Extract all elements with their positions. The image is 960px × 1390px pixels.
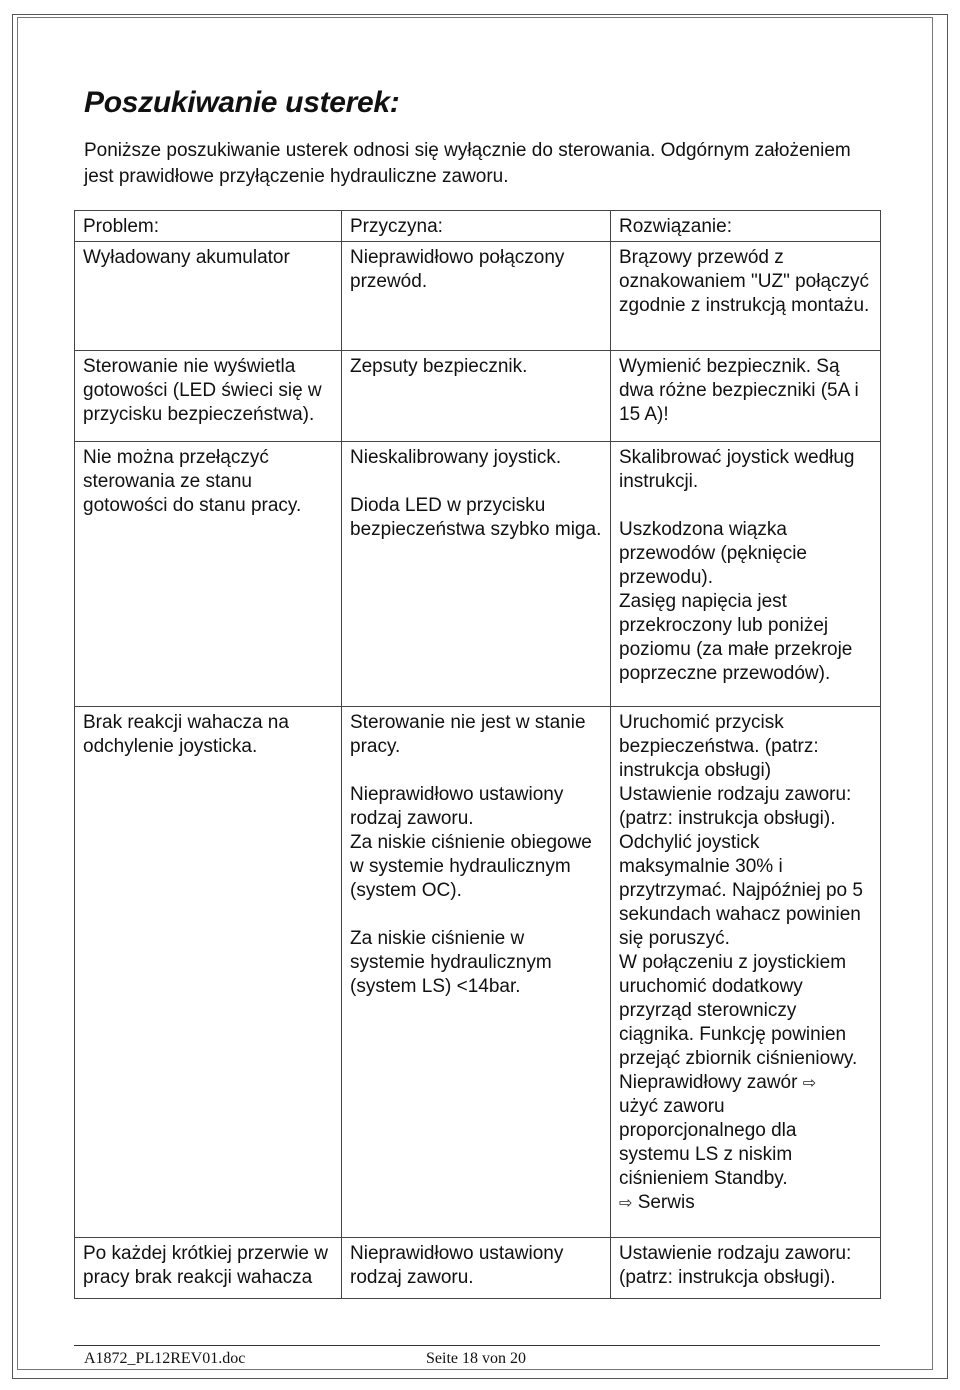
troubleshooting-table bbox=[74, 210, 881, 1299]
table-row bbox=[75, 351, 881, 442]
solution-entry bbox=[619, 1191, 872, 1215]
hollow-right-arrow-icon: ⇨ bbox=[619, 1193, 633, 1212]
cause-entry: Za niskie ciśnienie obiegowe w systemie hydraulicznym (system OC). bbox=[350, 832, 592, 901]
header-problem: Problem: bbox=[75, 211, 342, 242]
table-row bbox=[75, 707, 881, 1238]
cause-entry: Za niskie ciśnienie w systemie hydraulicznym (system LS) <14bar. bbox=[350, 928, 552, 997]
cause-cell bbox=[342, 707, 611, 1238]
cause-entry: Dioda LED w przycisku bezpieczeństwa szybko miga. bbox=[350, 495, 602, 540]
solution-cell bbox=[611, 442, 881, 707]
solution-entry: Uszkodzona wiązka przewodów (pęknięcie przewodu). bbox=[619, 519, 807, 588]
cause-cell: Nieprawidłowo ustawiony rodzaj zaworu. bbox=[342, 1238, 611, 1299]
cause-cell bbox=[342, 442, 611, 707]
footer-page-number: Seite 18 von 20 bbox=[426, 1350, 526, 1367]
cause-cell: Zepsuty bezpiecznik. bbox=[342, 351, 611, 442]
solution-cell: Brązowy przewód z oznakowaniem "UZ" połączyć zgodnie z instrukcją montażu. bbox=[611, 242, 881, 351]
intro-paragraph bbox=[84, 138, 874, 190]
hollow-right-arrow-icon: ⇨ bbox=[802, 1073, 817, 1092]
problem-cell: Sterowanie nie wyświetla gotowości (LED świeci się w przycisku bezpieczeństwa). bbox=[75, 351, 342, 442]
table-header-row bbox=[75, 211, 881, 242]
problem-cell: Wyładowany akumulator bbox=[75, 242, 342, 351]
cause-entry: Nieskalibrowany joystick. bbox=[350, 447, 562, 468]
intro-line-2: jest prawidłowe przyłączenie hydrauliczne zaworu. bbox=[84, 166, 509, 187]
page-title: Poszukiwanie usterek: bbox=[84, 86, 400, 119]
intro-line-1: Poniższe poszukiwanie usterek odnosi się wyłącznie do sterowania. Odgórnym założeniem bbox=[84, 140, 851, 161]
footer-divider bbox=[74, 1345, 880, 1346]
problem-cell: Po każdej krótkiej przerwie w pracy brak reakcji wahacza bbox=[75, 1238, 342, 1299]
table-row bbox=[75, 1238, 881, 1299]
solution-entry: Skalibrować joystick według instrukcji. bbox=[619, 447, 855, 492]
solution-entry: Uruchomić przycisk bezpieczeństwa. (patrz: instrukcja obsługi) bbox=[619, 712, 819, 781]
solution-entry: użyć zaworu proporcjonalnego dla systemu LS z niskim ciśnieniem Standby. bbox=[619, 1096, 797, 1189]
problem-cell: Brak reakcji wahacza na odchylenie joysticka. bbox=[75, 707, 342, 1238]
solution-entry: W połączeniu z joystickiem uruchomić dodatkowy przyrząd sterowniczy ciągnika. Funkcję powinien przejąć zbiornik ciśnieniowy. bbox=[619, 952, 858, 1069]
problem-cell: Nie można przełączyć sterowania ze stanu gotowości do stanu pracy. bbox=[75, 442, 342, 707]
table-row bbox=[75, 442, 881, 707]
solution-cell bbox=[611, 707, 881, 1238]
solution-entry: Odchylić joystick maksymalnie 30% i przytrzymać. Najpóźniej po 5 sekundach wahacz powinien się poruszyć. bbox=[619, 832, 863, 949]
solution-text: Serwis bbox=[637, 1192, 695, 1213]
footer-filename: A1872_PL12REV01.doc bbox=[84, 1350, 246, 1367]
cause-entry: Sterowanie nie jest w stanie pracy. bbox=[350, 712, 586, 757]
solution-entry: Zasięg napięcia jest przekroczony lub poniżej poziomu (za małe przekroje poprzeczne przewodów). bbox=[619, 591, 853, 684]
solution-cell: Wymienić bezpiecznik. Są dwa różne bezpieczniki (5A i 15 A)! bbox=[611, 351, 881, 442]
solution-text: Nieprawidłowy zawór bbox=[619, 1072, 798, 1093]
cause-entry: Nieprawidłowo ustawiony rodzaj zaworu. bbox=[350, 784, 564, 829]
solution-cell: Ustawienie rodzaju zaworu: (patrz: instrukcja obsługi). bbox=[611, 1238, 881, 1299]
table-row bbox=[75, 242, 881, 351]
header-cause: Przyczyna: bbox=[342, 211, 611, 242]
solution-entry: Ustawienie rodzaju zaworu: (patrz: instrukcja obsługi). bbox=[619, 784, 852, 829]
cause-cell: Nieprawidłowo połączony przewód. bbox=[342, 242, 611, 351]
header-solution: Rozwiązanie: bbox=[611, 211, 881, 242]
solution-entry bbox=[619, 1071, 872, 1095]
